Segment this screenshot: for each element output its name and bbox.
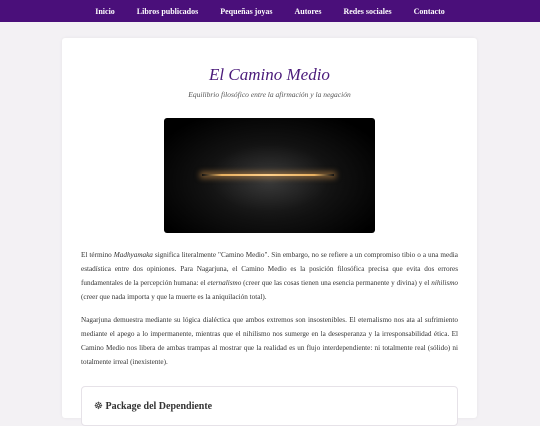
nav-item-redes-sociales[interactable]: Redes sociales (343, 6, 392, 16)
article-card (62, 38, 477, 418)
nav-item-pequenas-joyas[interactable]: Pequeñas joyas (220, 6, 273, 16)
term-madhyamaka: Madhyamaka (113, 251, 153, 259)
p1-text-c: significa literalmente "Camino Medio". Sin embargo, no se refiere a un compromiso tibio o a una media estadística entre dos opiniones. Para Nagarjuna, el Camino Medio es la posición filosófica precisa que evita dos errores fundamentales de la percepción humana: el (81, 251, 458, 287)
nav-item-contacto[interactable]: Contacto (413, 6, 445, 16)
p1-text-g: (creer que nada importa y que la muerte es la aniquilación total). (81, 293, 267, 301)
page-title: El Camino Medio (209, 65, 330, 84)
term-eternalismo: eternalismo (207, 279, 242, 287)
light-beam (202, 174, 334, 176)
top-navigation (0, 0, 540, 22)
nav-item-inicio[interactable]: Inicio (95, 6, 115, 16)
page-subtitle: Equilibrio filosófico entre la afirmación y la negación (188, 90, 351, 99)
nav-item-autores[interactable]: Autores (294, 6, 322, 16)
paragraph-madhyamaka (81, 248, 458, 304)
p1-text-e: (creer que las cosas tienen una esencia permanente y divina) y el (241, 279, 432, 287)
paragraph-dialectica: Nagarjuna demuestra mediante su lógica dialéctica que ambos extremos son insostenibles. El eternalismo nos ata al sufrimiento mediante el apego a lo impermanente, mientras que el nihilismo nos sumerge en la desesperanza y la irresponsabilidad ética. El Camino Medio nos libera de ambas trampas al mostrar que la realidad es un flujo interdependiente: ni totalmente real (sólido) ni totalmente irreal (inexistente). (81, 316, 458, 366)
section-card (81, 386, 458, 426)
term-nihilismo: nihilismo (431, 279, 458, 287)
hero-image (164, 118, 375, 233)
p1-text-a: El término (81, 251, 114, 259)
nav-item-libros-publicados[interactable]: Libros publicados (136, 6, 199, 16)
section-title: ☸ Package del Dependiente (94, 401, 213, 412)
